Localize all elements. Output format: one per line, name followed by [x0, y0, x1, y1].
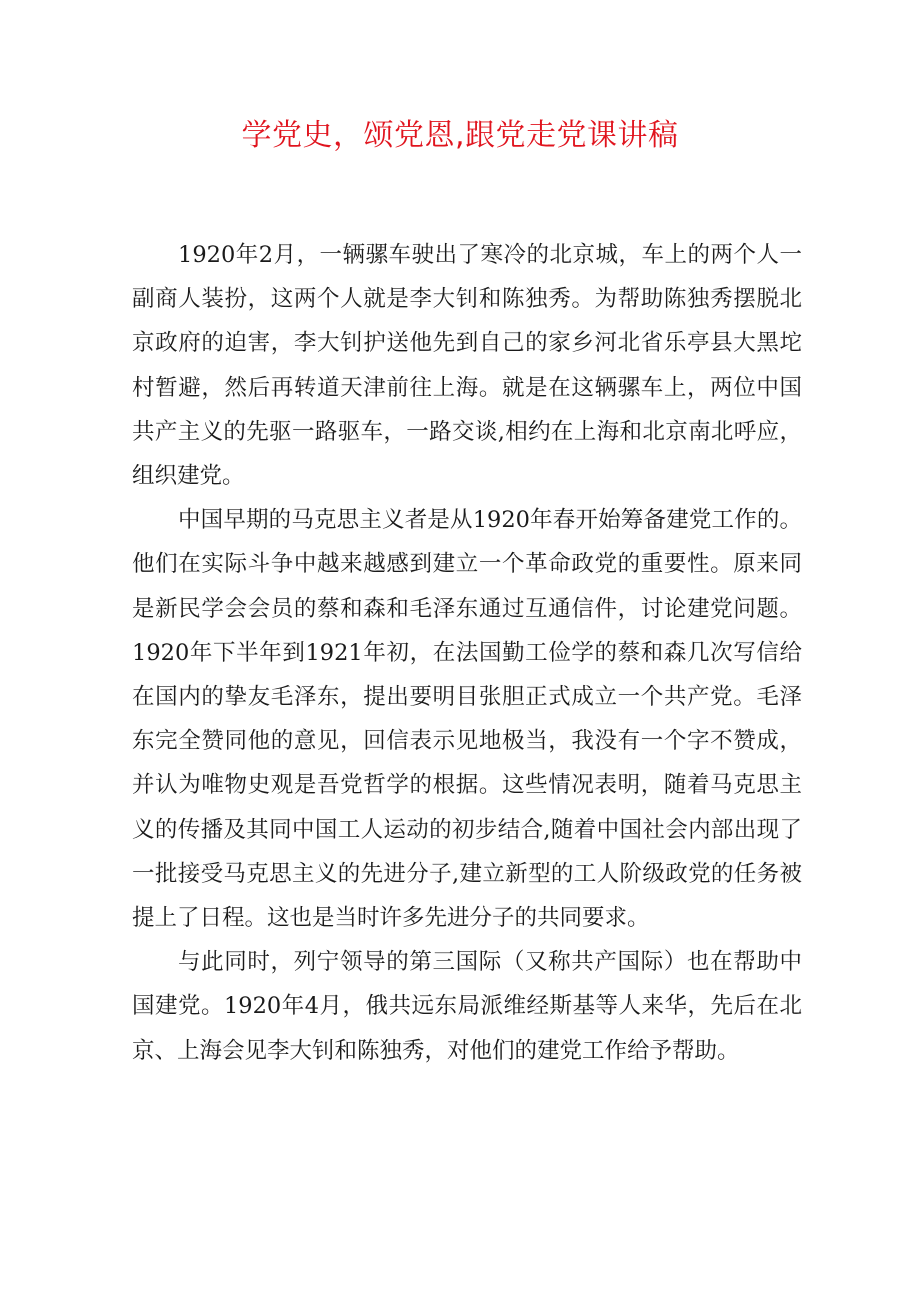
paragraph-3: 与此同时，列宁领导的第三国际（又称共产国际）也在帮助中国建党。1920年4月，俄共远东局派维经斯基等人来华，先后在北京、上海会见李大钊和陈独秀，对他们的建党工作给予帮助。 [132, 949, 802, 1064]
document-body [132, 233, 802, 1073]
document-title: 学党史，颂党恩,跟党走党课讲稿 [241, 118, 679, 153]
paragraph-1: 1920年2月，一辆骡车驶出了寒冷的北京城，车上的两个人一副商人装扮，这两个人就是李大钊和陈独秀。为帮助陈独秀摆脱北京政府的迫害，李大钊护送他先到自己的家乡河北省乐亭县大黑坨村暂避，然后再转道天津前往上海。就是在这辆骡车上，两位中国共产主义的先驱一路驱车，一路交谈,相约在上海和北京南北呼应，组织建党。 [132, 242, 802, 490]
paragraph-2: 中国早期的马克思主义者是从1920年春开始筹备建党工作的。他们在实际斗争中越来越感到建立一个革命政党的重要性。原来同是新民学会会员的蔡和森和毛泽东通过互通信件，讨论建党问题。1920年下半年到1921年初，在法国勤工俭学的蔡和森几次写信给在国内的挚友毛泽东，提出要明目张胆正式成立一个共产党。毛泽东完全赞同他的意见，回信表示见地极当，我没有一个字不赞成，并认为唯物史观是吾党哲学的根据。这些情况表明，随着马克思主义的传播及其同中国工人运动的初步结合,随着中国社会内部出现了一批接受马克思主义的先进分子,建立新型的工人阶级政党的任务被提上了日程。这也是当时许多先进分子的共同要求。 [132, 507, 802, 932]
